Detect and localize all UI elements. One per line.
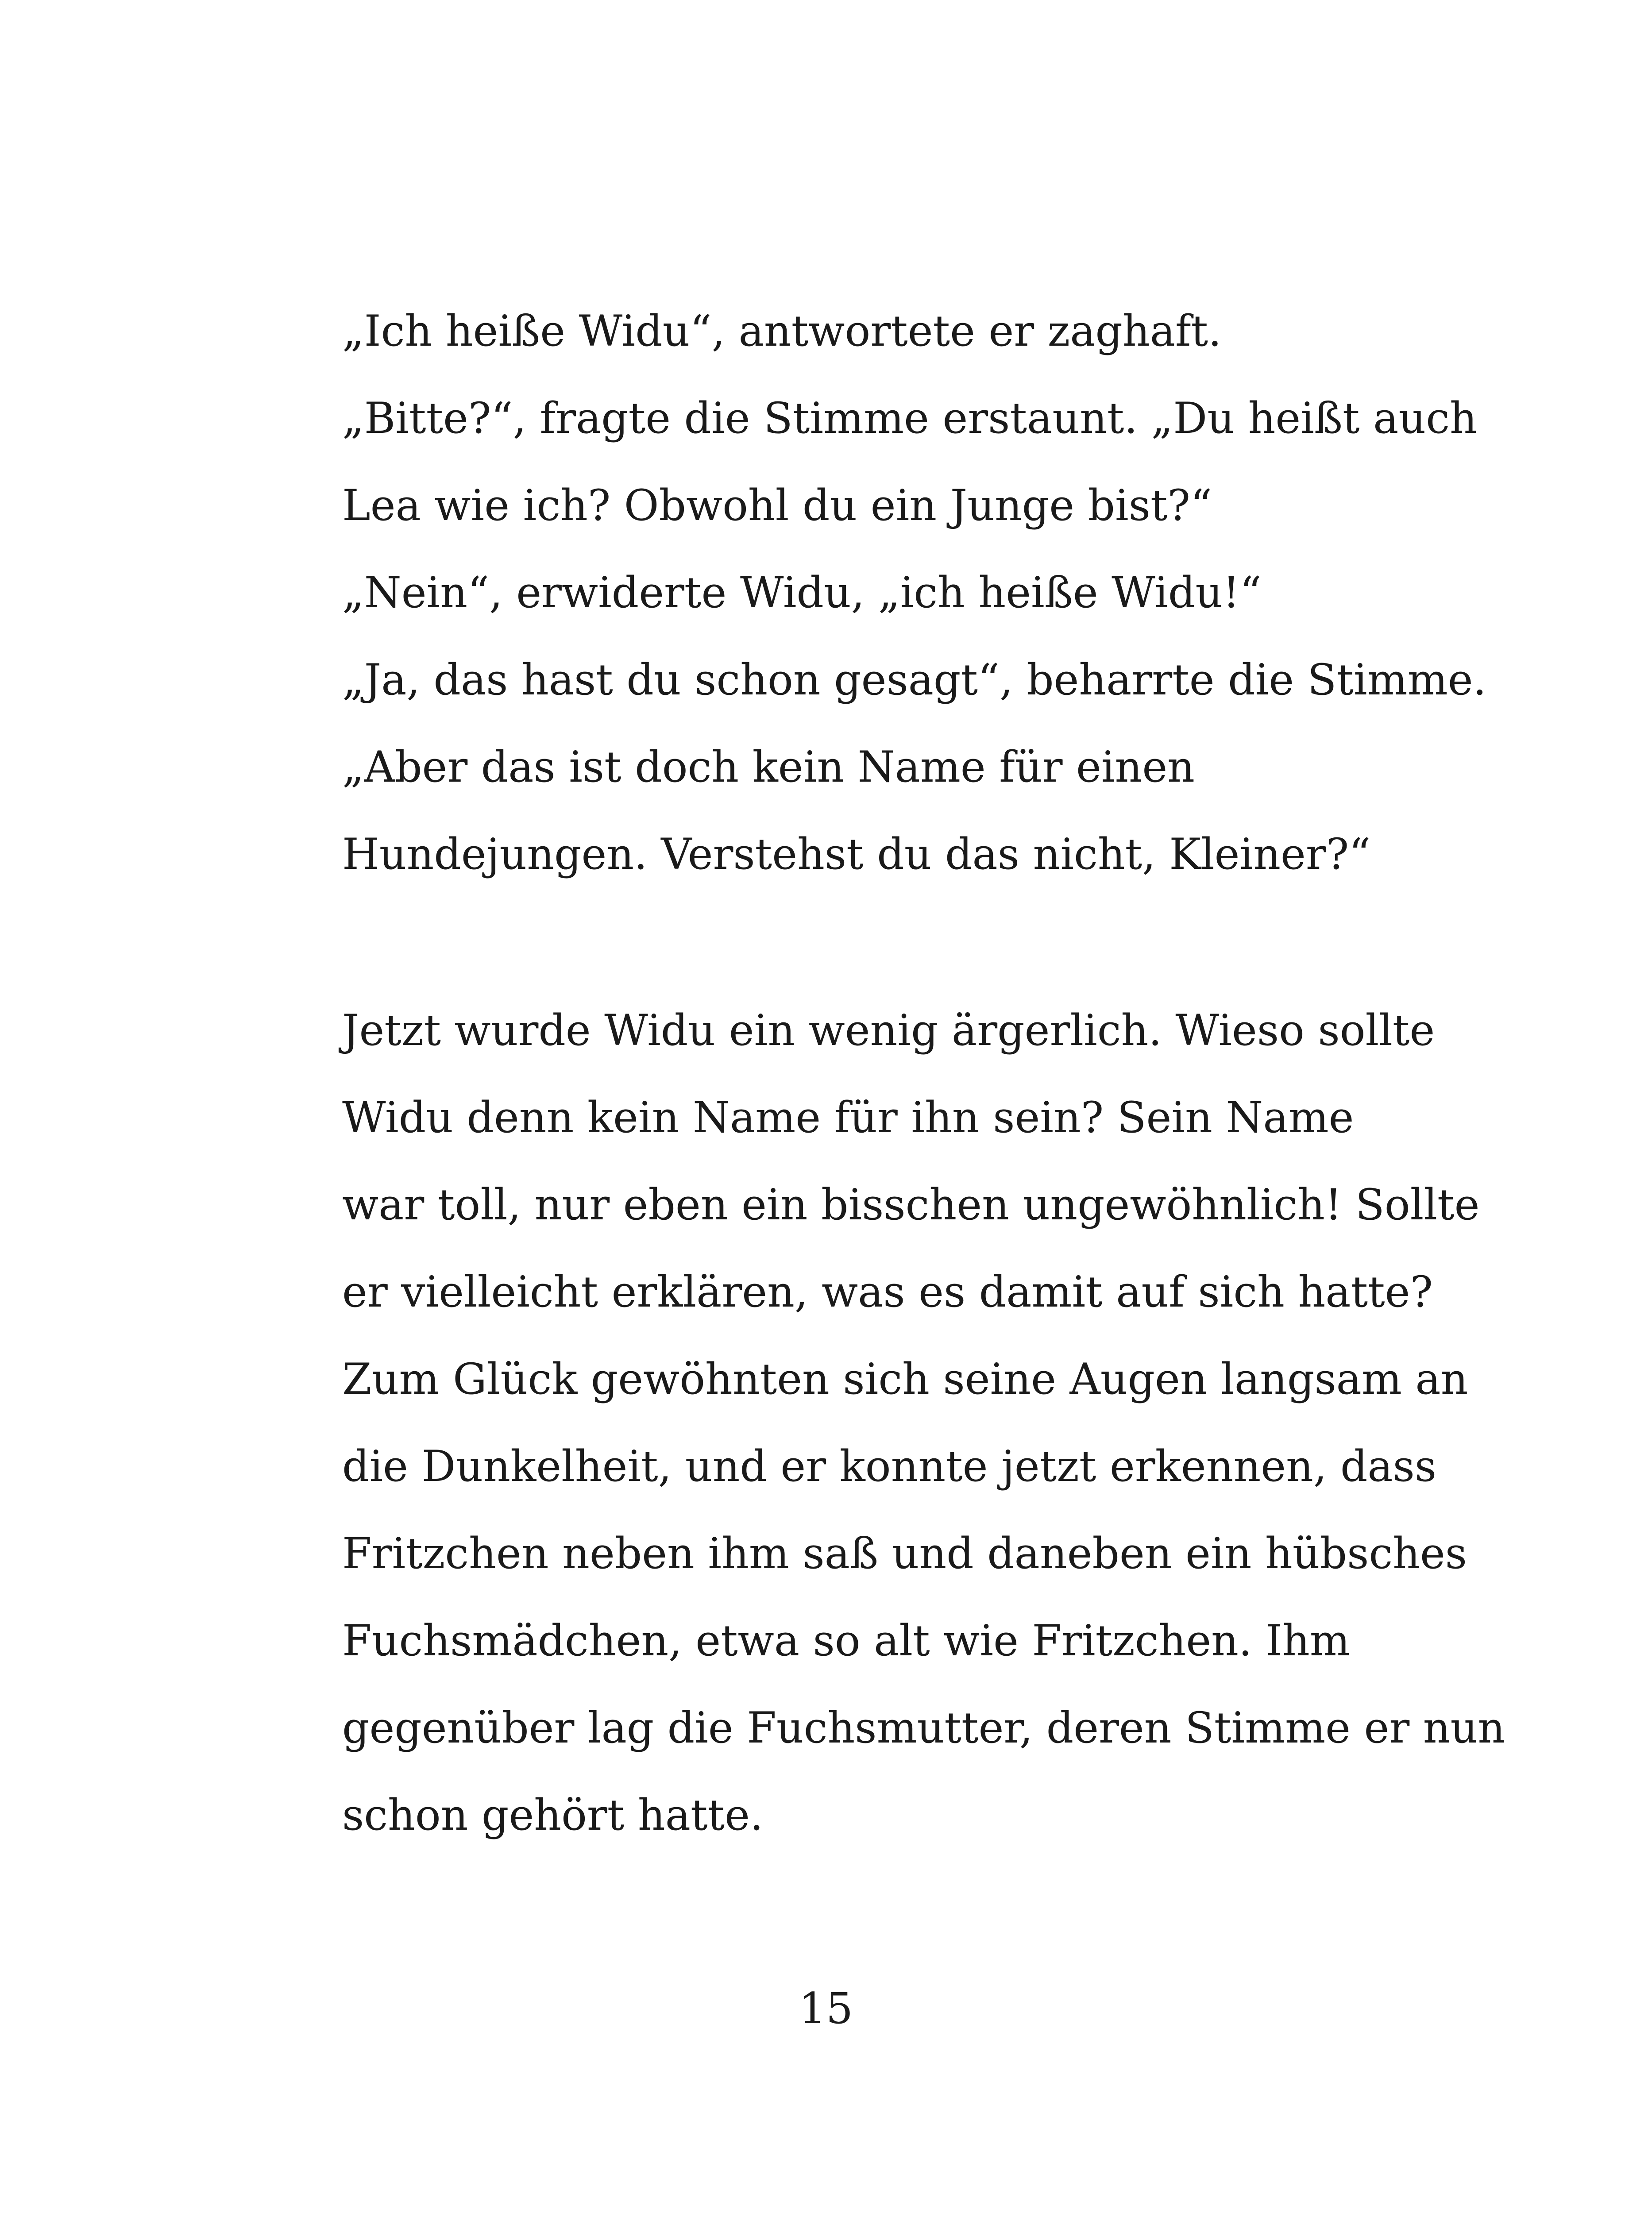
text-line: die Dunkelheit, und er konnte jetzt erkennen, dass — [342, 1442, 1437, 1491]
text-line: „Aber das ist doch kein Name für einen — [342, 742, 1195, 792]
text-line: Jetzt wurde Widu ein wenig ärgerlich. Wieso sollte — [342, 1006, 1435, 1055]
text-line: Fritzchen neben ihm saß und daneben ein hübsches — [342, 1529, 1467, 1578]
text-line: „Ja, das hast du schon gesagt“, beharrte die Stimme. — [342, 655, 1487, 705]
text-line: „Nein“, erwiderte Widu, „ich heiße Widu!“ — [342, 568, 1262, 617]
paragraph-narration — [342, 987, 1505, 1859]
text-line: „Bitte?“, fragte die Stimme erstaunt. „Du heißt auch — [342, 393, 1477, 443]
text-line: schon gehört hatte. — [342, 1790, 764, 1840]
text-line: Widu denn kein Name für ihn sein? Sein Name — [342, 1093, 1354, 1142]
text-line: Fuchsmädchen, etwa so alt wie Fritzchen. Ihm — [342, 1616, 1350, 1666]
text-line: „Ich heiße Widu“, antwortete er zaghaft. — [342, 306, 1222, 356]
text-line: Hundejungen. Verstehst du das nicht, Kleiner?“ — [342, 829, 1371, 879]
text-line: gegenüber lag die Fuchsmutter, deren Stimme er nun — [342, 1703, 1505, 1753]
paragraph-dialogue — [342, 288, 1487, 898]
text-line: Zum Glück gewöhnten sich seine Augen langsam an — [342, 1354, 1468, 1404]
text-line: war toll, nur eben ein bisschen ungewöhnlich! Sollte — [342, 1180, 1480, 1230]
page-number: 15 — [799, 1984, 853, 2033]
text-line: er vielleicht erklären, was es damit auf sich hatte? — [342, 1267, 1433, 1317]
text-line: Lea wie ich? Obwohl du ein Junge bist?“ — [342, 481, 1212, 530]
